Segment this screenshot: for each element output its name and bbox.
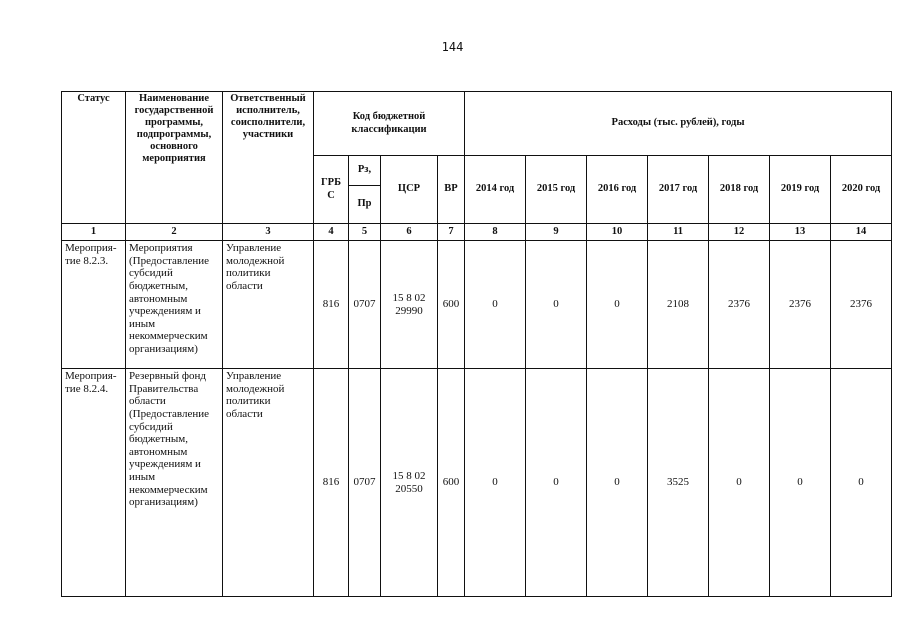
budget-table bbox=[61, 91, 892, 597]
header-year: 2014 год bbox=[465, 156, 526, 224]
column-number: 12 bbox=[709, 224, 770, 241]
row-value: 0 bbox=[709, 369, 770, 597]
column-number: 2 bbox=[126, 224, 223, 241]
row-value: 0 bbox=[526, 241, 587, 369]
page-number: 144 bbox=[441, 40, 464, 54]
row-value: 0 bbox=[465, 241, 526, 369]
row-value: 0 bbox=[465, 369, 526, 597]
row-grbs: 816 bbox=[314, 369, 349, 597]
row-name: Резервный фонд Правительства области (Предоставление субсидий бюджетным, автономным учреждениям и иным некоммерческим организациям) bbox=[126, 369, 223, 597]
header-row-1 bbox=[62, 92, 892, 156]
row-responsible: Управление молодежной политики области bbox=[223, 241, 314, 369]
header-csr: ЦСР bbox=[381, 156, 438, 224]
row-value: 0 bbox=[526, 369, 587, 597]
row-value: 0 bbox=[770, 369, 831, 597]
row-status: Мероприя-тие 8.2.4. bbox=[62, 369, 126, 597]
row-grbs: 816 bbox=[314, 241, 349, 369]
header-year: 2019 год bbox=[770, 156, 831, 224]
column-number: 9 bbox=[526, 224, 587, 241]
header-year: 2016 год bbox=[587, 156, 648, 224]
header-name: Наименование государственной программы, подпрограммы, основного мероприятия bbox=[126, 92, 223, 224]
column-number: 6 bbox=[381, 224, 438, 241]
header-grbs: ГРБ С bbox=[314, 156, 349, 224]
row-vr: 600 bbox=[438, 369, 465, 597]
row-responsible: Управление молодежной политики области bbox=[223, 369, 314, 597]
row-name: Мероприятия (Предоставление субсидий бюджетным, автономным учреждениям и иным некоммерческим организациям) bbox=[126, 241, 223, 369]
row-value: 2108 bbox=[648, 241, 709, 369]
header-expenses: Расходы (тыс. рублей), годы bbox=[465, 92, 892, 156]
row-rzpr: 0707 bbox=[349, 241, 381, 369]
column-number: 4 bbox=[314, 224, 349, 241]
row-value: 0 bbox=[831, 369, 892, 597]
row-vr: 600 bbox=[438, 241, 465, 369]
header-budget-code: Код бюджетной классификации bbox=[314, 92, 465, 156]
column-number: 7 bbox=[438, 224, 465, 241]
row-status: Мероприя-тие 8.2.3. bbox=[62, 241, 126, 369]
header-vr: ВР bbox=[438, 156, 465, 224]
row-csr: 15 8 02 20550 bbox=[381, 369, 438, 597]
header-responsible: Ответственный исполнитель, соисполнители, участники bbox=[223, 92, 314, 224]
header-year: 2018 год bbox=[709, 156, 770, 224]
header-pr: Пр bbox=[349, 186, 381, 224]
header-year: 2017 год bbox=[648, 156, 709, 224]
column-number: 8 bbox=[465, 224, 526, 241]
row-value: 2376 bbox=[831, 241, 892, 369]
row-csr: 15 8 02 29990 bbox=[381, 241, 438, 369]
row-rzpr: 0707 bbox=[349, 369, 381, 597]
column-number: 14 bbox=[831, 224, 892, 241]
column-number: 1 bbox=[62, 224, 126, 241]
header-year: 2020 год bbox=[831, 156, 892, 224]
table-row bbox=[62, 241, 892, 369]
header-year: 2015 год bbox=[526, 156, 587, 224]
column-number: 3 bbox=[223, 224, 314, 241]
row-value: 0 bbox=[587, 241, 648, 369]
column-number: 5 bbox=[349, 224, 381, 241]
table-row bbox=[62, 369, 892, 597]
row-value: 2376 bbox=[770, 241, 831, 369]
row-value: 0 bbox=[587, 369, 648, 597]
header-status: Статус bbox=[62, 92, 126, 224]
column-number: 10 bbox=[587, 224, 648, 241]
column-number-row bbox=[62, 224, 892, 241]
row-value: 3525 bbox=[648, 369, 709, 597]
column-number: 11 bbox=[648, 224, 709, 241]
row-value: 2376 bbox=[709, 241, 770, 369]
header-rz: Рз, bbox=[349, 156, 381, 186]
column-number: 13 bbox=[770, 224, 831, 241]
